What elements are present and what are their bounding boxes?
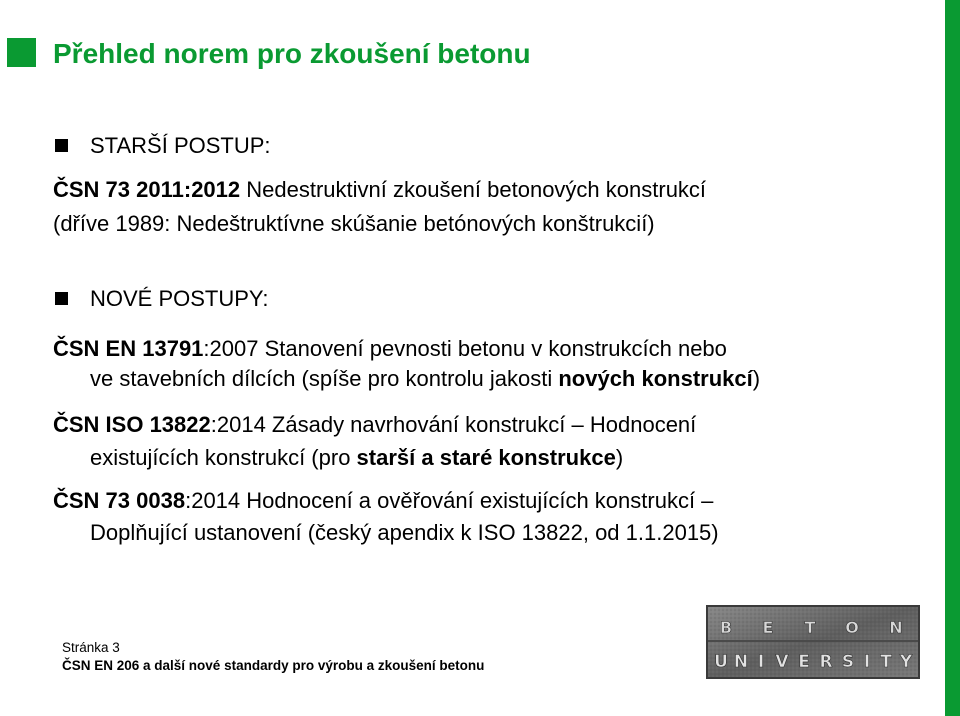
logo-letter: B: [719, 618, 733, 637]
std-csn-en-13791: [53, 336, 727, 362]
text-emphasis: nových konstrukcí: [558, 366, 753, 391]
std-description: Stanovení pevnosti betonu v konstrukcích nebo: [258, 336, 727, 361]
logo-letter: V: [775, 652, 789, 672]
text-emphasis: starší a staré konstrukce: [356, 445, 616, 470]
logo-letter: R: [819, 652, 833, 672]
slide-title: Přehled norem pro zkoušení betonu: [53, 38, 531, 69]
logo-letter: T: [880, 652, 892, 672]
logo-letter: N: [733, 652, 749, 672]
std-csn-73-2011-previous: (dříve 1989: Nedeštruktívne skúšanie betónových konštrukcií): [53, 211, 655, 236]
text-plain: existujících konstrukcí (pro: [90, 445, 357, 470]
std-description: Zásady navrhování konstrukcí – Hodnocení: [265, 412, 697, 437]
side-accent-bar: [945, 0, 960, 716]
text-end: ): [615, 445, 624, 470]
std-csn-iso-13822: [53, 412, 696, 438]
text-end: ): [752, 366, 761, 391]
logo-letter: I: [863, 652, 871, 672]
logo-letter: E: [762, 618, 774, 637]
std-code: ČSN 73 0038: [53, 488, 186, 513]
beton-university-logo: [706, 605, 920, 679]
std-year: :2007: [203, 336, 259, 361]
logo-letter: S: [841, 652, 855, 672]
footer-page-number: Stránka 3: [62, 640, 120, 655]
std-code: ČSN 73 2011:2012: [53, 177, 241, 202]
logo-letter: U: [714, 652, 728, 672]
square-bullet-icon: [55, 292, 68, 305]
logo-letter: Y: [899, 652, 913, 672]
title-square-icon: [7, 38, 36, 67]
logo-letter: T: [804, 618, 816, 637]
logo-letter: E: [798, 652, 810, 672]
std-csn-en-13791-line2: [90, 366, 760, 392]
std-code: ČSN EN 13791: [53, 336, 204, 361]
square-bullet-icon: [55, 139, 68, 152]
logo-letter: O: [845, 618, 859, 637]
logo-letter: N: [889, 618, 903, 637]
heading-new-procedures: NOVÉ POSTUPY:: [90, 286, 269, 311]
std-description: Nedestruktivní zkoušení betonových konstrukcí: [240, 177, 707, 202]
std-csn-73-0038-line2: Doplňující ustanovení (český apendix k ISO 13822, od 1.1.2015): [90, 520, 719, 545]
std-year: :2014: [185, 488, 241, 513]
heading-old-procedure: STARŠÍ POSTUP:: [90, 133, 271, 158]
logo-letter: I: [757, 652, 765, 672]
std-csn-iso-13822-line2: [90, 445, 623, 471]
std-year: :2014: [210, 412, 266, 437]
std-csn-73-2011: [53, 177, 706, 203]
footer-document-title: ČSN EN 206 a další nové standardy pro výrobu a zkoušení betonu: [62, 658, 485, 673]
std-code: ČSN ISO 13822: [53, 412, 211, 437]
std-description: Hodnocení a ověřování existujících konstrukcí –: [240, 488, 714, 513]
text-plain: ve stavebních dílcích (spíše pro kontrolu jakosti: [90, 366, 559, 391]
std-csn-73-0038: [53, 488, 713, 514]
